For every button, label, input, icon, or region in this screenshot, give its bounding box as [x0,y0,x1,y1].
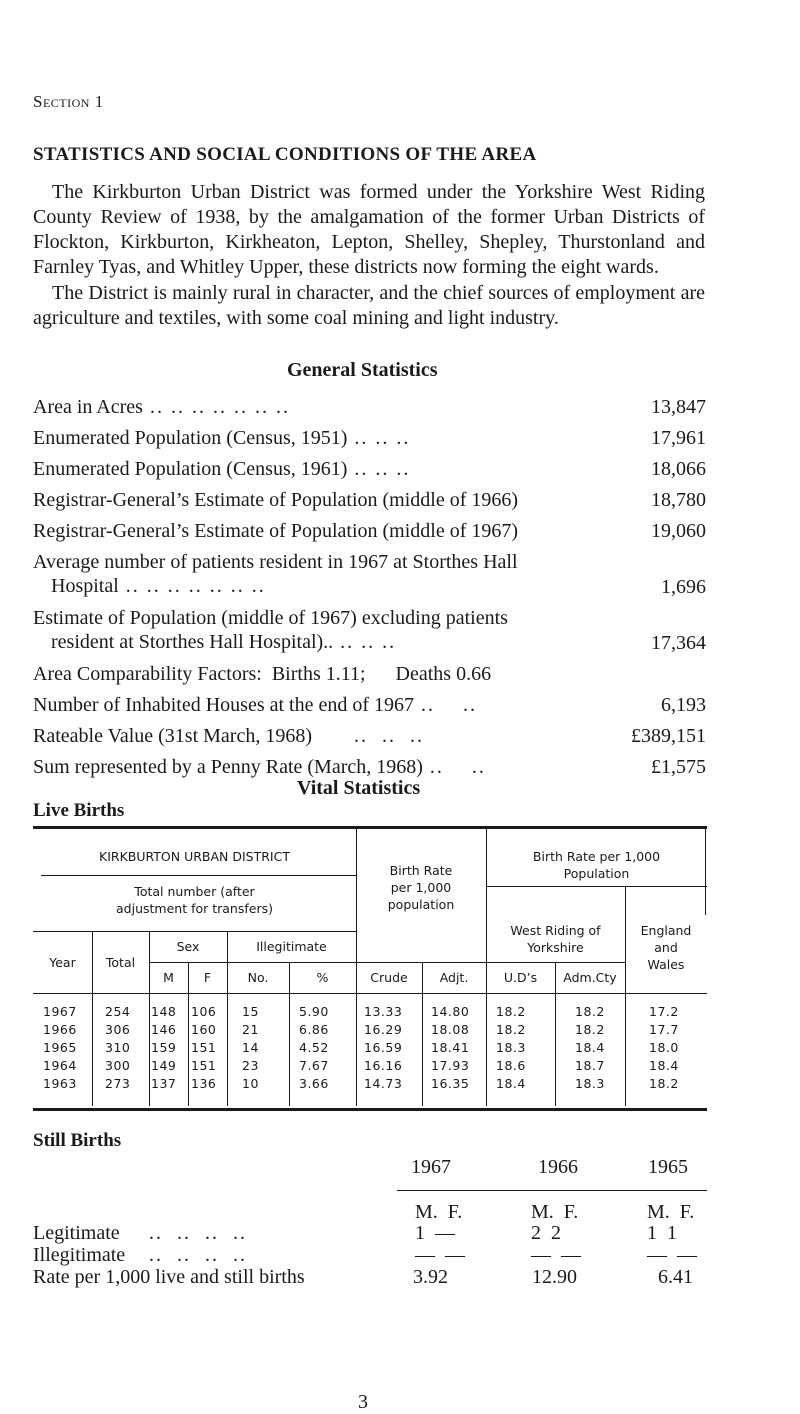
stat-value: 1,696 [661,576,706,598]
vital-statistics-heading: Vital Statistics [297,777,421,799]
col-f: F [203,970,212,985]
stat-row [33,457,706,488]
cell-ew: 18.0 [649,1040,679,1055]
cell-m: 149 [151,1058,177,1073]
cell-adjt: 18.08 [431,1022,470,1037]
employment-text: The District is mainly rural in character, and the chief sources of employment are agriculture and textiles, with some coal mining and light industry. [33,282,705,329]
stat-value: 18,066 [651,458,706,480]
cell-crude: 16.29 [364,1022,403,1037]
legitimate-label: Legitimate [33,1222,120,1244]
rate-value: 6.41 [658,1266,693,1288]
cell-year: 1966 [43,1022,77,1037]
rate-label: Rate per 1,000 live and still births [33,1266,305,1288]
leader-dots: .. .. .. .. [149,1222,247,1244]
divider [149,931,150,1106]
stat-label-continued: resident at Storthes Hall Hospital).. [51,631,334,653]
stat-row [33,395,706,426]
england-wales-header: England and Wales [640,923,692,972]
still-births-heading: Still Births [33,1130,122,1151]
stat-row [33,662,706,693]
mf-header: M. F. [415,1201,463,1223]
general-statistics-heading: General Statistics [287,359,438,381]
cell-ew: 18.4 [649,1058,679,1073]
mf-header: M. F. [531,1201,579,1223]
cell-pct: 3.66 [299,1076,329,1091]
west-riding-header: West Riding of Yorkshire [510,923,601,955]
stat-label: Enumerated Population (Census, 1951) [33,427,348,449]
cell-adjt: 17.93 [431,1058,470,1073]
leader-dots: .. .. .. [333,631,397,653]
col-pct: % [316,970,329,985]
stat-label: Registrar-General’s Estimate of Population (middle of 1966) [33,489,519,511]
rate-value: 3.92 [413,1266,448,1288]
cell-no: 21 [242,1022,259,1037]
cell-crude: 16.16 [364,1058,403,1073]
col-m: M [163,970,174,985]
cell-ew: 18.2 [649,1076,679,1091]
cell-crude: 16.59 [364,1040,403,1055]
birth-rate-header: Birth Rate per 1,000 population [387,863,455,912]
cell-admcty: 18.4 [575,1040,605,1055]
stat-row [33,606,706,662]
stat-label: Sum represented by a Penny Rate (March, 1968) [33,756,423,778]
cell-ew: 17.2 [649,1004,679,1019]
leader-dots: .. .. .. [312,725,424,747]
col-total: Total [105,955,136,970]
stat-row [33,519,706,550]
live-births-table [33,826,707,1111]
general-statistics-list [33,395,706,786]
cell-total: 306 [105,1022,131,1037]
cell-adjt: 16.35 [431,1076,470,1091]
divider [41,875,356,876]
intro-text: The Kirkburton Urban District was formed under the Yorkshire West Riding County Review of 1938, by the amalgamation of the former Urban Districts of Flockton, Kirkburton, Kirkheaton, Lepton, Shelley, Shepley, Thurstonland and Farnley Tyas, and Whitley Upper, these districts now forming the eight wards. [33,181,705,278]
illegitimate-label: Illegitimate [33,1244,126,1266]
district-header: KIRKBURTON URBAN DISTRICT [99,849,290,864]
stat-label: Average number of patients resident in 1967 at Storthes Hall [33,551,518,573]
leader-dots: .. .. .. .. .. .. .. [118,575,266,597]
col-admcty: Adm.Cty [563,970,617,985]
cell-pct: 7.67 [299,1058,329,1073]
cell-uds: 18.6 [496,1058,526,1073]
cell-ew: 17.7 [649,1022,679,1037]
year-header: 1965 [648,1156,688,1178]
divider [227,931,228,1106]
cell-total: 273 [105,1076,131,1091]
cell-uds: 18.3 [496,1040,526,1055]
stat-label-continued: Hospital [51,575,119,597]
cell-year: 1963 [43,1076,77,1091]
cell-admcty: 18.3 [575,1076,605,1091]
stat-label: Estimate of Population (middle of 1967) excluding patients [33,607,508,629]
cell-f: 106 [191,1004,217,1019]
illegitimate-value: — — [531,1244,581,1266]
cell-f: 160 [191,1022,217,1037]
cell-uds: 18.2 [496,1004,526,1019]
cell-total: 300 [105,1058,131,1073]
stat-value: 18,780 [651,489,706,511]
year-header: 1966 [538,1156,578,1178]
cell-adjt: 14.80 [431,1004,470,1019]
col-no: No. [247,970,269,985]
divider [397,1190,707,1191]
live-births-heading: Live Births [33,800,125,821]
stat-value: £1,575 [651,756,706,778]
cell-adjt: 18.41 [431,1040,470,1055]
mf-header: M. F. [647,1201,695,1223]
cell-no: 15 [242,1004,259,1019]
leader-dots: .. .. .. .. .. .. .. [142,396,290,418]
cell-m: 146 [151,1022,177,1037]
section-label: Section 1 [33,92,104,111]
stat-row [33,724,706,755]
cell-year: 1964 [43,1058,77,1073]
col-sex: Sex [176,939,200,954]
legitimate-value: 1 1 [647,1222,677,1244]
stat-label: Enumerated Population (Census, 1961) [33,458,348,480]
divider [625,886,626,1106]
illegitimate-value: — — [647,1244,697,1266]
col-adjt: Adjt. [439,970,469,985]
cell-pct: 5.90 [299,1004,329,1019]
rate-value: 12.90 [532,1266,577,1288]
cell-f: 136 [191,1076,217,1091]
stat-row [33,550,706,606]
leader-dots: .. .. .. .. [149,1244,247,1266]
stat-row [33,693,706,724]
cell-pct: 6.86 [299,1022,329,1037]
stat-value: £389,151 [631,725,706,747]
cell-admcty: 18.2 [575,1004,605,1019]
cell-m: 159 [151,1040,177,1055]
cell-uds: 18.2 [496,1022,526,1037]
cell-no: 23 [242,1058,259,1073]
stat-row [33,426,706,457]
divider [149,962,625,963]
legitimate-value: 2 2 [531,1222,561,1244]
stat-label: Registrar-General’s Estimate of Population (middle of 1967) [33,520,519,542]
cell-crude: 14.73 [364,1076,403,1091]
col-illegitimate: Illegitimate [256,939,327,954]
page-title: STATISTICS AND SOCIAL CONDITIONS OF THE AREA [33,144,537,165]
cell-total: 310 [105,1040,131,1055]
leader-dots: .. .. [422,756,486,778]
cell-no: 10 [242,1076,259,1091]
rate-per-1000-header: Birth Rate per 1,000 Population [532,849,661,881]
cell-crude: 13.33 [364,1004,403,1019]
divider [33,931,356,932]
stat-value: 13,847 [651,396,706,418]
year-header: 1967 [411,1156,451,1178]
page-number: 3 [358,1391,368,1413]
leader-dots: .. .. [414,694,478,716]
stat-value: 17,961 [651,427,706,449]
illegitimate-value: — — [415,1244,465,1266]
stat-value: 19,060 [651,520,706,542]
col-uds: U.D’s [503,970,538,985]
leader-dots: .. .. .. [347,427,411,449]
divider [33,993,707,994]
cell-m: 148 [151,1004,177,1019]
cell-total: 254 [105,1004,131,1019]
divider [487,886,707,887]
col-crude: Crude [370,970,408,985]
stat-value: 6,193 [661,694,706,716]
cell-f: 151 [191,1058,217,1073]
intro-paragraph [33,180,705,280]
employment-paragraph [33,281,705,331]
cell-pct: 4.52 [299,1040,329,1055]
cell-admcty: 18.2 [575,1022,605,1037]
stat-row [33,488,706,519]
stat-value: 17,364 [651,632,706,654]
col-year: Year [49,955,76,970]
stat-label: Area Comparability Factors: Births 1.11; Deaths 0.66 [33,663,492,685]
cell-uds: 18.4 [496,1076,526,1091]
stat-label: Rateable Value (31st March, 1968) [33,725,312,747]
cell-year: 1965 [43,1040,77,1055]
cell-m: 137 [151,1076,177,1091]
total-header: Total number (after adjustment for transfers) [116,884,273,916]
cell-year: 1967 [43,1004,77,1019]
stat-label: Area in Acres [33,396,143,418]
leader-dots: .. .. .. [347,458,411,480]
cell-no: 14 [242,1040,259,1055]
cell-admcty: 18.7 [575,1058,605,1073]
stat-label: Number of Inhabited Houses at the end of 1967 [33,694,415,716]
legitimate-value: 1 — [415,1222,455,1244]
cell-f: 151 [191,1040,217,1055]
